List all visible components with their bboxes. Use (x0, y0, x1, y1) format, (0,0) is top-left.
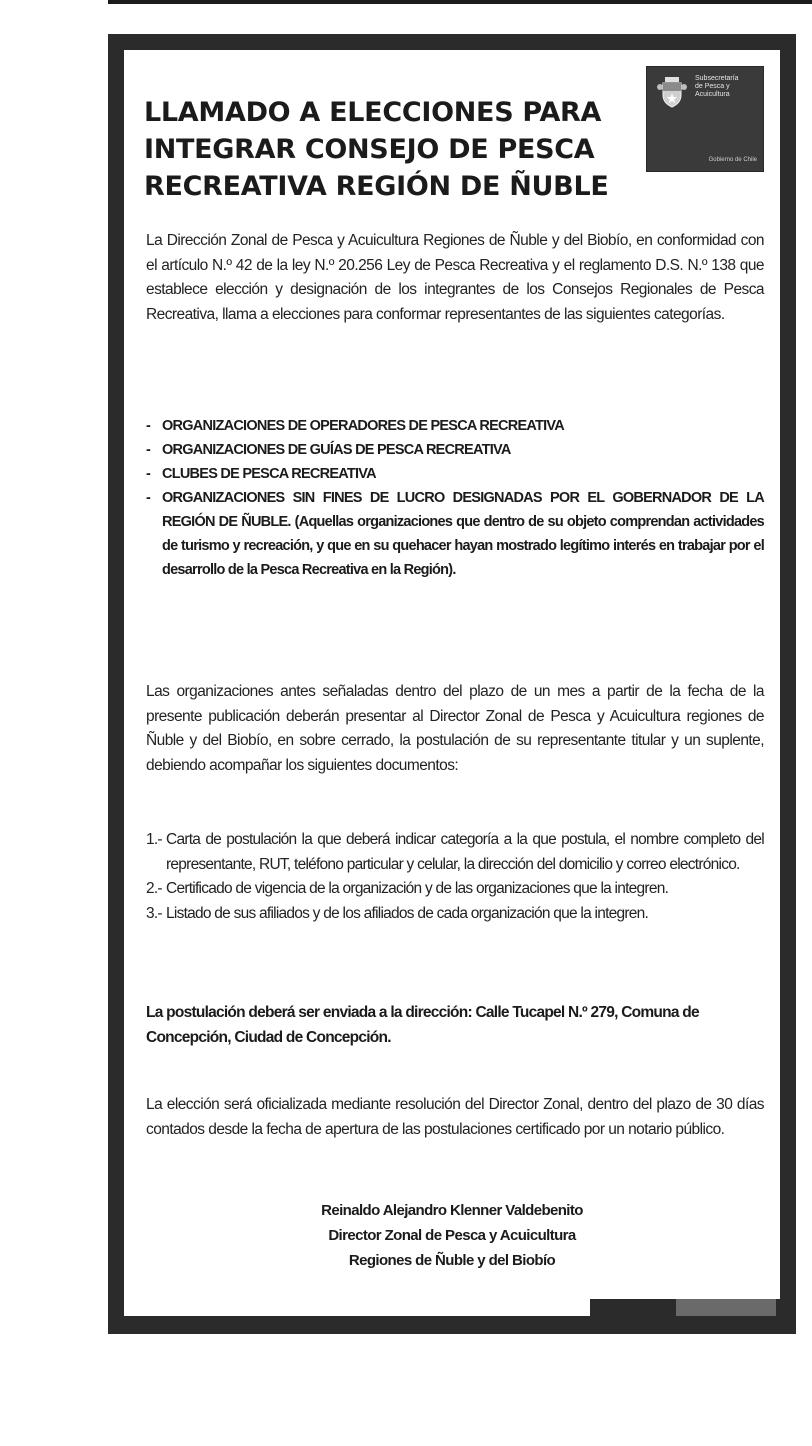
top-rule (108, 0, 812, 4)
category-item: - ORGANIZACIONES DE OPERADORES DE PESCA RECREATIVA (146, 414, 764, 438)
document-item (146, 877, 764, 902)
submission-paragraph: Las organizaciones antes señaladas dentro del plazo de un mes a partir de la fecha de la presente publicación deberán presentar al Director Zonal de Pesca y Acuicultura regiones de Ñuble y del Biobío, en sobre cerrado, la postulación de su representante titular y un suplente, debiendo acompañar los siguientes documentos: (146, 683, 764, 774)
notice-frame (108, 34, 796, 1334)
document-text: Carta de postulación la que deberá indicar categoría a la que postula, el nombre completo del representante, RUT, teléfono particular y celular, la dirección del domicilio y correo electrónico. (166, 831, 764, 873)
notice-panel (124, 50, 780, 1316)
category-item: - ORGANIZACIONES DE GUÍAS DE PESCA RECREATIVA (146, 438, 764, 462)
document-item (146, 902, 764, 927)
address-paragraph: La postulación deberá ser enviada a la dirección: Calle Tucapel N.º 279, Comuna de Concepción, Ciudad de Concepción. (146, 1004, 699, 1046)
signature-block (124, 1198, 780, 1273)
title-line: LLAMADO A ELECCIONES PARA (144, 97, 602, 128)
category-list (146, 414, 764, 582)
election-paragraph: La elección será oficializada mediante resolución del Director Zonal, dentro del plazo de 30 días contados desde la fecha de apertura de las postulaciones certificado por un notario público. (146, 1096, 764, 1138)
document-number: 3.- (146, 904, 162, 922)
document-item (146, 828, 764, 877)
footer-bar-accent (676, 1299, 776, 1316)
signatory-name: Reinaldo Alejandro Klenner Valdebenito (321, 1202, 583, 1219)
title-line: RECREATIVA REGIÓN DE ÑUBLE (144, 171, 609, 202)
agency-line: Acuicultura (695, 91, 730, 98)
document-number: 2.- (146, 880, 162, 897)
category-item: - CLUBES DE PESCA RECREATIVA (146, 462, 764, 486)
footer-bar (590, 1299, 780, 1316)
government-label: Gobierno de Chile (708, 157, 757, 163)
documents-list (146, 828, 764, 926)
document-text: Certificado de vigencia de la organización y de las organizaciones que la integren. (166, 880, 669, 897)
chile-coat-of-arms-icon (657, 75, 687, 109)
agency-name (695, 75, 759, 99)
agency-line: Subsecretaría (695, 75, 739, 82)
document-number: 1.- (146, 831, 162, 848)
title-line: INTEGRAR CONSEJO DE PESCA (144, 134, 595, 165)
subpesca-logo (646, 66, 764, 172)
agency-line: de Pesca y (695, 83, 730, 90)
signatory-role: Director Zonal de Pesca y Acuicultura (328, 1227, 576, 1244)
notice-title (144, 94, 644, 205)
intro-paragraph: La Dirección Zonal de Pesca y Acuicultura Regiones de Ñuble y del Biobío, en conformidad con el artículo N.º 42 de la ley N.º 20.256 Ley de Pesca Recreativa y el reglamento D.S. N.º 138 que establece elección y designación de los integrantes de los Consejos Regionales de Pesca Recreativa, llama a elecciones para conformar representantes de las siguientes categorías. (146, 232, 764, 323)
category-item: - ORGANIZACIONES SIN FINES DE LUCRO DESIGNADAS POR EL GOBERNADOR DE LA REGIÓN DE ÑUBLE. (Aquellas organizaciones que dentro de su objeto comprendan actividades de turismo y recreación, y que en su quehacer hayan mostrado legítimo interés en trabajar por el desarrollo de la Pesca Recreativa en la Región). (146, 486, 764, 582)
document-text: Listado de sus afiliados y de los afiliados de cada organización que la integren. (166, 904, 649, 922)
signatory-region: Regiones de Ñuble y del Biobío (348, 1252, 556, 1269)
